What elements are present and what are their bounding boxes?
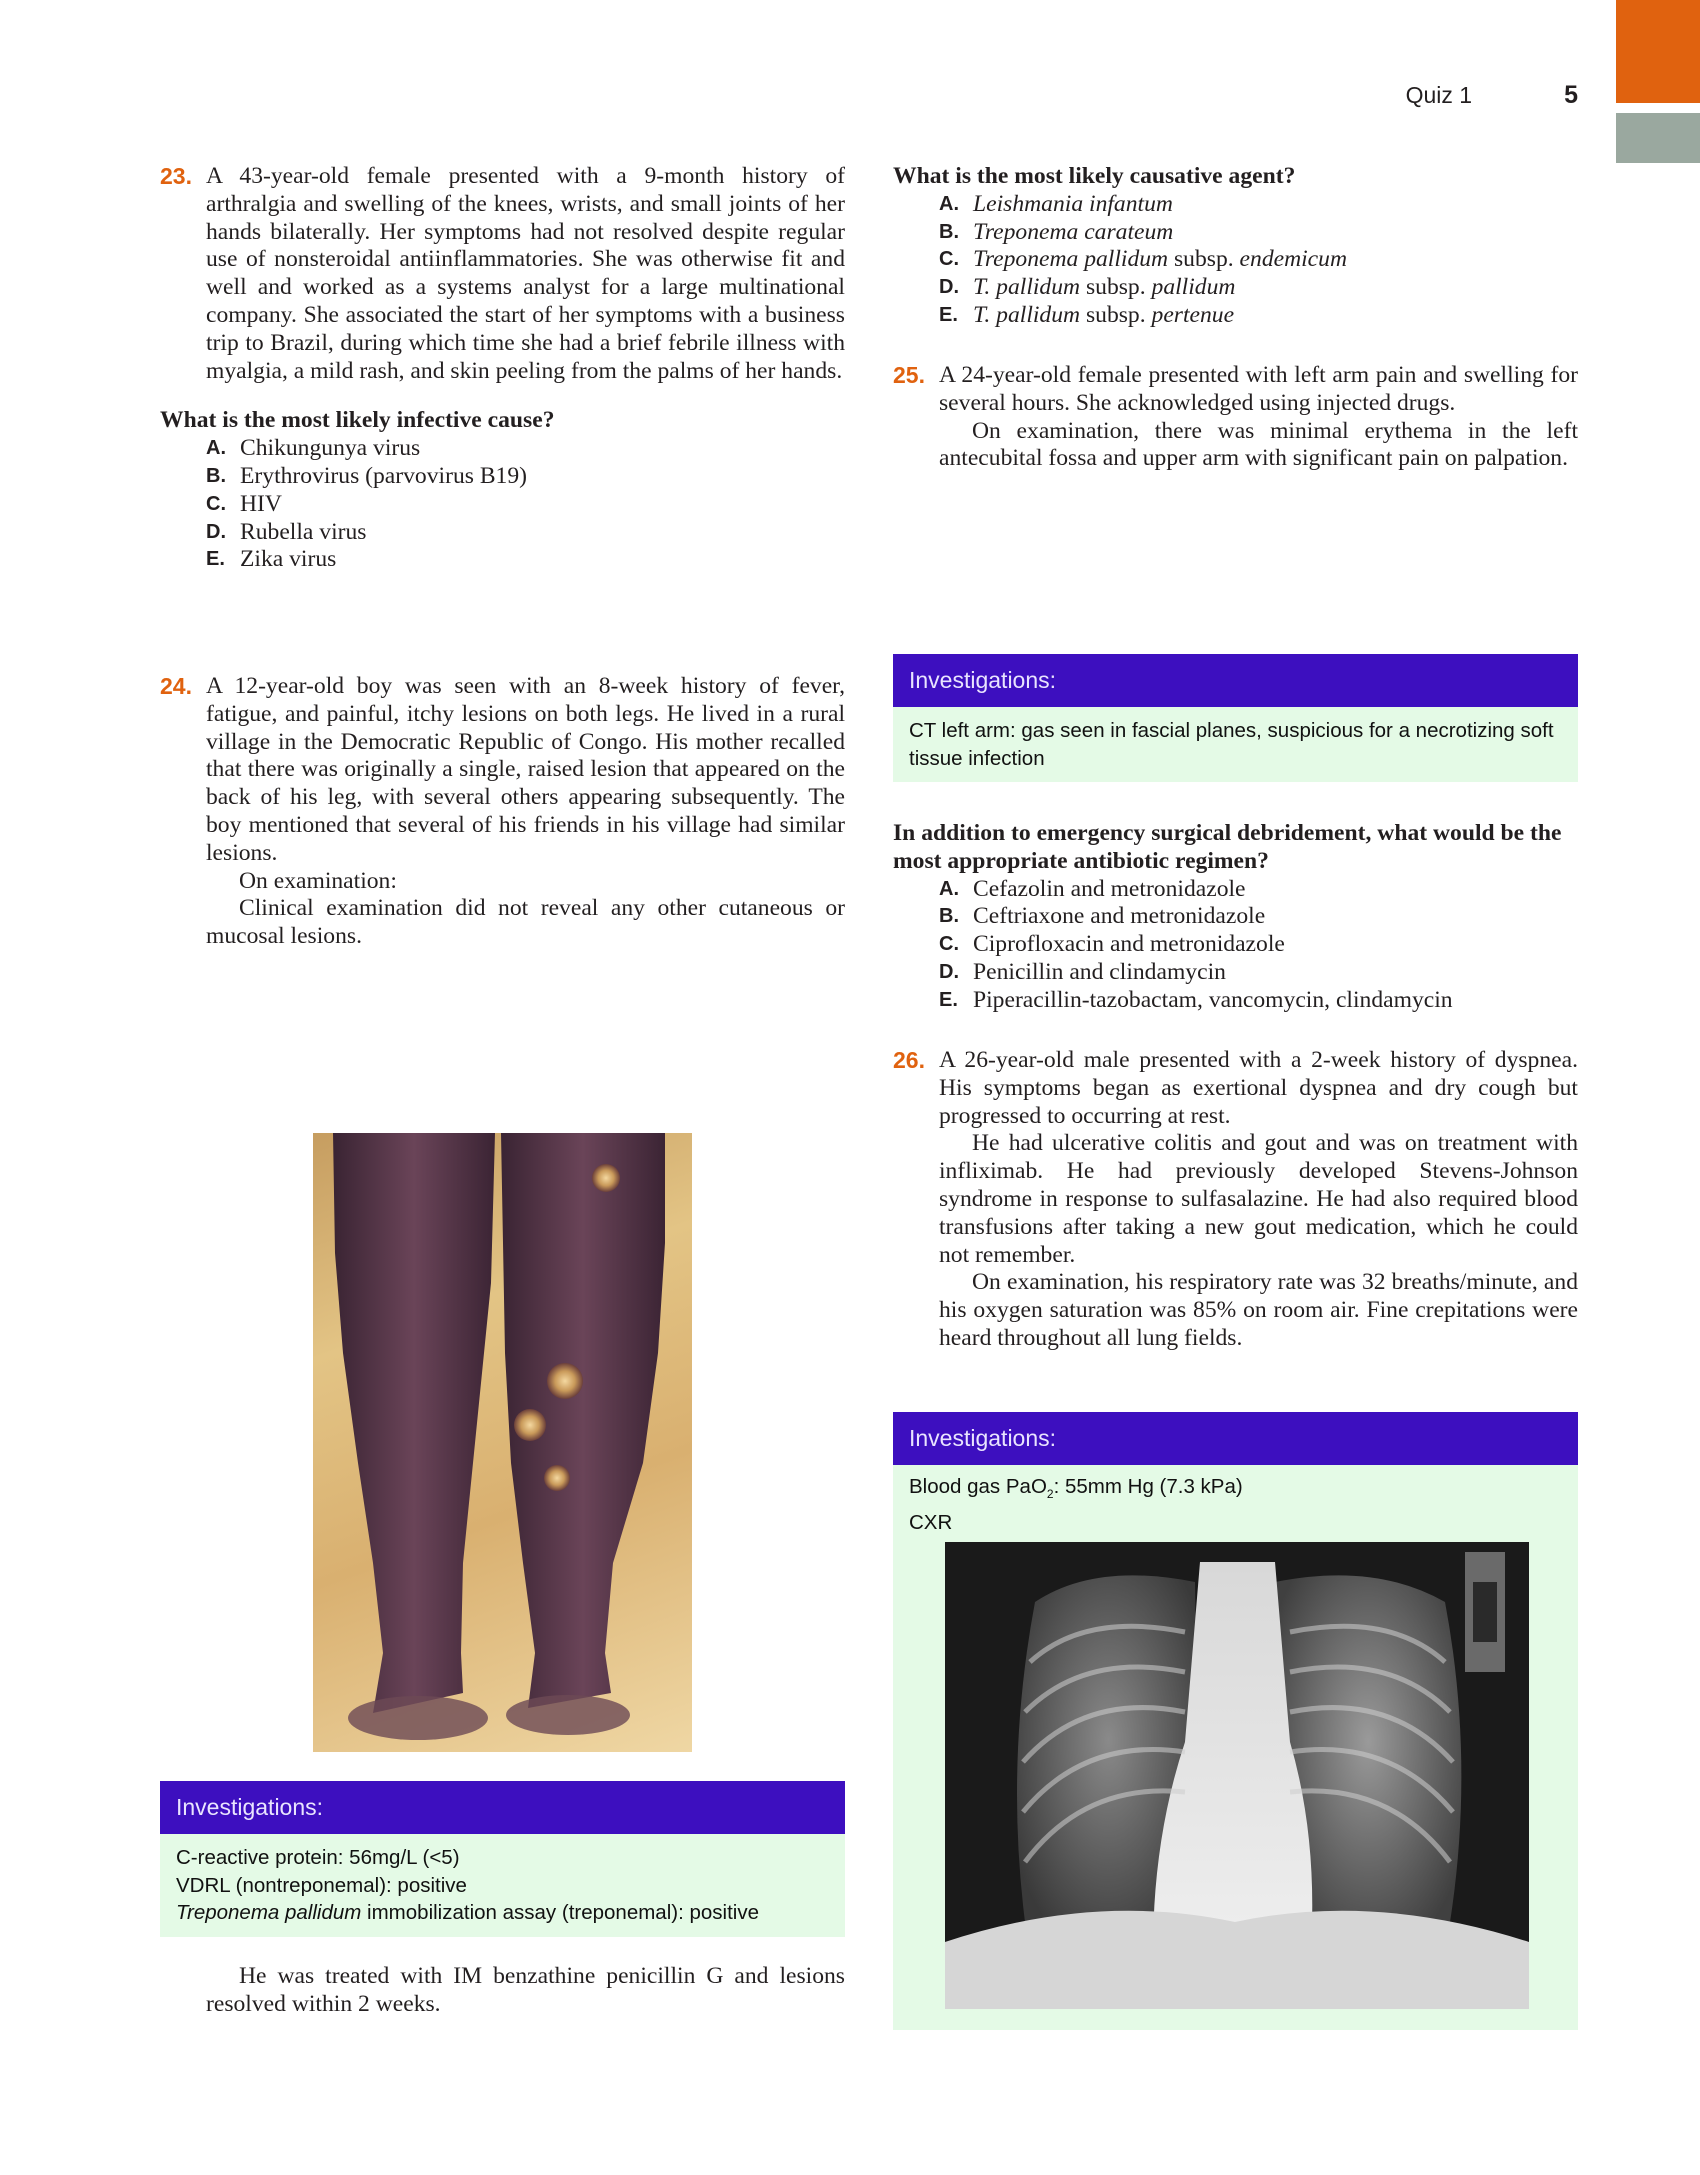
chest-xray-illustration xyxy=(945,1542,1529,2009)
q24-option-e[interactable]: E. T. pallidum subsp. pertenue xyxy=(939,301,1235,328)
q26-cxr-label: CXR xyxy=(909,1510,953,1534)
q26-investigations xyxy=(893,1412,1578,2030)
q24-number: 24. xyxy=(160,673,192,699)
q25-option-d[interactable]: D. Penicillin and clindamycin xyxy=(939,958,1226,985)
q24-investigations-title: Investigations: xyxy=(160,1781,845,1834)
q25-question-block xyxy=(893,820,1578,1015)
q25-option-b[interactable]: B. Ceftriaxone and metronidazole xyxy=(939,903,1266,930)
chapter-tab-orange xyxy=(1616,0,1700,103)
q24-option-b[interactable]: B. Treponema carateum xyxy=(939,218,1174,245)
q26-exam-text: On examination, his respiratory rate was 32 breaths/minute, and his oxygen saturation was 85% on room air. Fine crepitations were heard throughout all lung fields. xyxy=(939,1269,1578,1351)
q24-outcome: He was treated with IM benzathine penicillin G and lesions resolved within 2 weeks. xyxy=(206,1963,845,2017)
q24-exam-text: Clinical examination did not reveal any other cutaneous or mucosal lesions. xyxy=(206,895,845,950)
q23-question: What is the most likely infective cause? xyxy=(160,407,555,434)
leg-lesions-photo xyxy=(313,1133,692,1752)
q25-question: In addition to emergency surgical debridement, what would be the most appropriate antibiotic regimen? xyxy=(893,820,1562,874)
q26-stem: A 26-year-old male presented with a 2-week history of dyspnea. His symptoms began as exertional dyspnea and dry cough but progressed to occurring at rest. xyxy=(939,1047,1578,1129)
question-25 xyxy=(893,362,1578,473)
q26-investigations-body xyxy=(893,1465,1578,1546)
chest-xray-image xyxy=(945,1542,1529,2009)
chapter-tab-grey xyxy=(1616,113,1700,163)
q25-investigations xyxy=(893,654,1578,782)
q24-question: What is the most likely causative agent? xyxy=(893,163,1296,189)
q26-stem-block xyxy=(893,1047,1578,1353)
q26-number: 26. xyxy=(893,1047,925,1073)
q23-option-e[interactable]: E. Zika virus xyxy=(206,546,337,573)
q23-option-d[interactable]: D. Rubella virus xyxy=(206,518,367,545)
q24-stem: A 12-year-old boy was seen with an 8-week history of fever, fatigue, and painful, itchy lesions on both legs. He lived in a rural village in the Democratic Republic of Congo. His mother recalled that there was originally a single, raised lesion that appeared on the back of his leg, with several others appearing subsequently. The boy mentioned that several of his friends in his village had similar lesions. xyxy=(206,673,845,866)
q25-exam-text: On examination, there was minimal erythema in the left antecubital fossa and upper arm with significant pain on palpation. xyxy=(939,417,1578,472)
q23-option-c[interactable]: C. HIV xyxy=(206,490,282,517)
q25-stem: A 24-year-old female presented with left arm pain and swelling for several hours. She acknowledged using injected drugs. xyxy=(939,362,1578,416)
q24-outcome-block xyxy=(160,1963,845,2019)
q25-option-a[interactable]: A. Cefazolin and metronidazole xyxy=(939,875,1246,902)
question-26 xyxy=(893,1047,1578,1353)
q23-number: 23. xyxy=(160,163,192,189)
q25-option-c[interactable]: C. Ciprofloxacin and metronidazole xyxy=(939,931,1285,958)
q26-blood-gas: Blood gas PaO$_2$: 55mm Hg (7.3 kPa) xyxy=(909,1475,1243,1502)
q24-option-a[interactable]: A. Leishmania infantum xyxy=(939,190,1173,217)
q25-investigations-title: Investigations: xyxy=(893,654,1578,707)
q25-options xyxy=(893,876,1578,1015)
q23-stem-block xyxy=(160,163,845,385)
q26-history: He had ulcerative colitis and gout and was on treatment with infliximab. He had previously developed Stevens-Johnson syndrome in response to sulfasalazine. He had also required blood transfusions after taking a new gout medication, which he could not remember. xyxy=(939,1130,1578,1268)
page-number: 5 xyxy=(1564,81,1578,109)
q24-option-c[interactable]: C. Treponema pallidum subsp. endemicum xyxy=(939,246,1347,273)
q24-tpi: Treponema pallidum immobilization assay (treponemal): positive xyxy=(176,1901,759,1924)
q23-stem: A 43-year-old female presented with a 9-month history of arthralgia and swelling of the knees, wrists, and small joints of her hands bilaterally. Her symptoms had not resolved despite regular use of nonsteroidal antiinflammatories. She was otherwise fit and well and worked as a systems analyst for a large multinational company. She associated the start of her symptoms with a business trip to Brazil, during which time she had a brief febrile illness with myalgia, a mild rash, and skin peeling from the palms of her hands. xyxy=(206,163,845,384)
question-24 xyxy=(160,673,845,951)
q25-number: 25. xyxy=(893,362,925,388)
leg-lesions-illustration xyxy=(313,1133,692,1752)
q24-option-d[interactable]: D. T. pallidum subsp. pallidum xyxy=(939,274,1236,301)
q25-investigations-body xyxy=(893,707,1578,782)
q23-options xyxy=(160,435,845,574)
chapter-title: Quiz 1 xyxy=(1405,82,1473,108)
question-23 xyxy=(160,163,845,574)
q23-option-a[interactable]: A. Chikungunya virus xyxy=(206,435,421,462)
q24-vdrl: VDRL (nontreponemal): positive xyxy=(176,1873,467,1897)
q24-crp: C-reactive protein: 56mg/L (<5) xyxy=(176,1846,460,1869)
q24-stem-block xyxy=(160,673,845,951)
q25-option-e[interactable]: E. Piperacillin-tazobactam, vancomycin, clindamycin xyxy=(939,986,1453,1013)
q25-stem-block xyxy=(893,362,1578,473)
q24-question-block xyxy=(893,163,1578,330)
q24-investigations-body xyxy=(160,1834,845,1937)
q24-investigations xyxy=(160,1781,845,1937)
running-header xyxy=(1406,81,1578,110)
q26-investigations-title: Investigations: xyxy=(893,1412,1578,1465)
q24-options xyxy=(893,191,1578,330)
q25-ct: CT left arm: gas seen in fascial planes, suspicious for a necrotizing soft tissue infection xyxy=(909,719,1554,770)
q24-exam-heading: On examination: xyxy=(239,867,397,894)
q23-option-b[interactable]: B. Erythrovirus (parvovirus B19) xyxy=(206,462,528,489)
